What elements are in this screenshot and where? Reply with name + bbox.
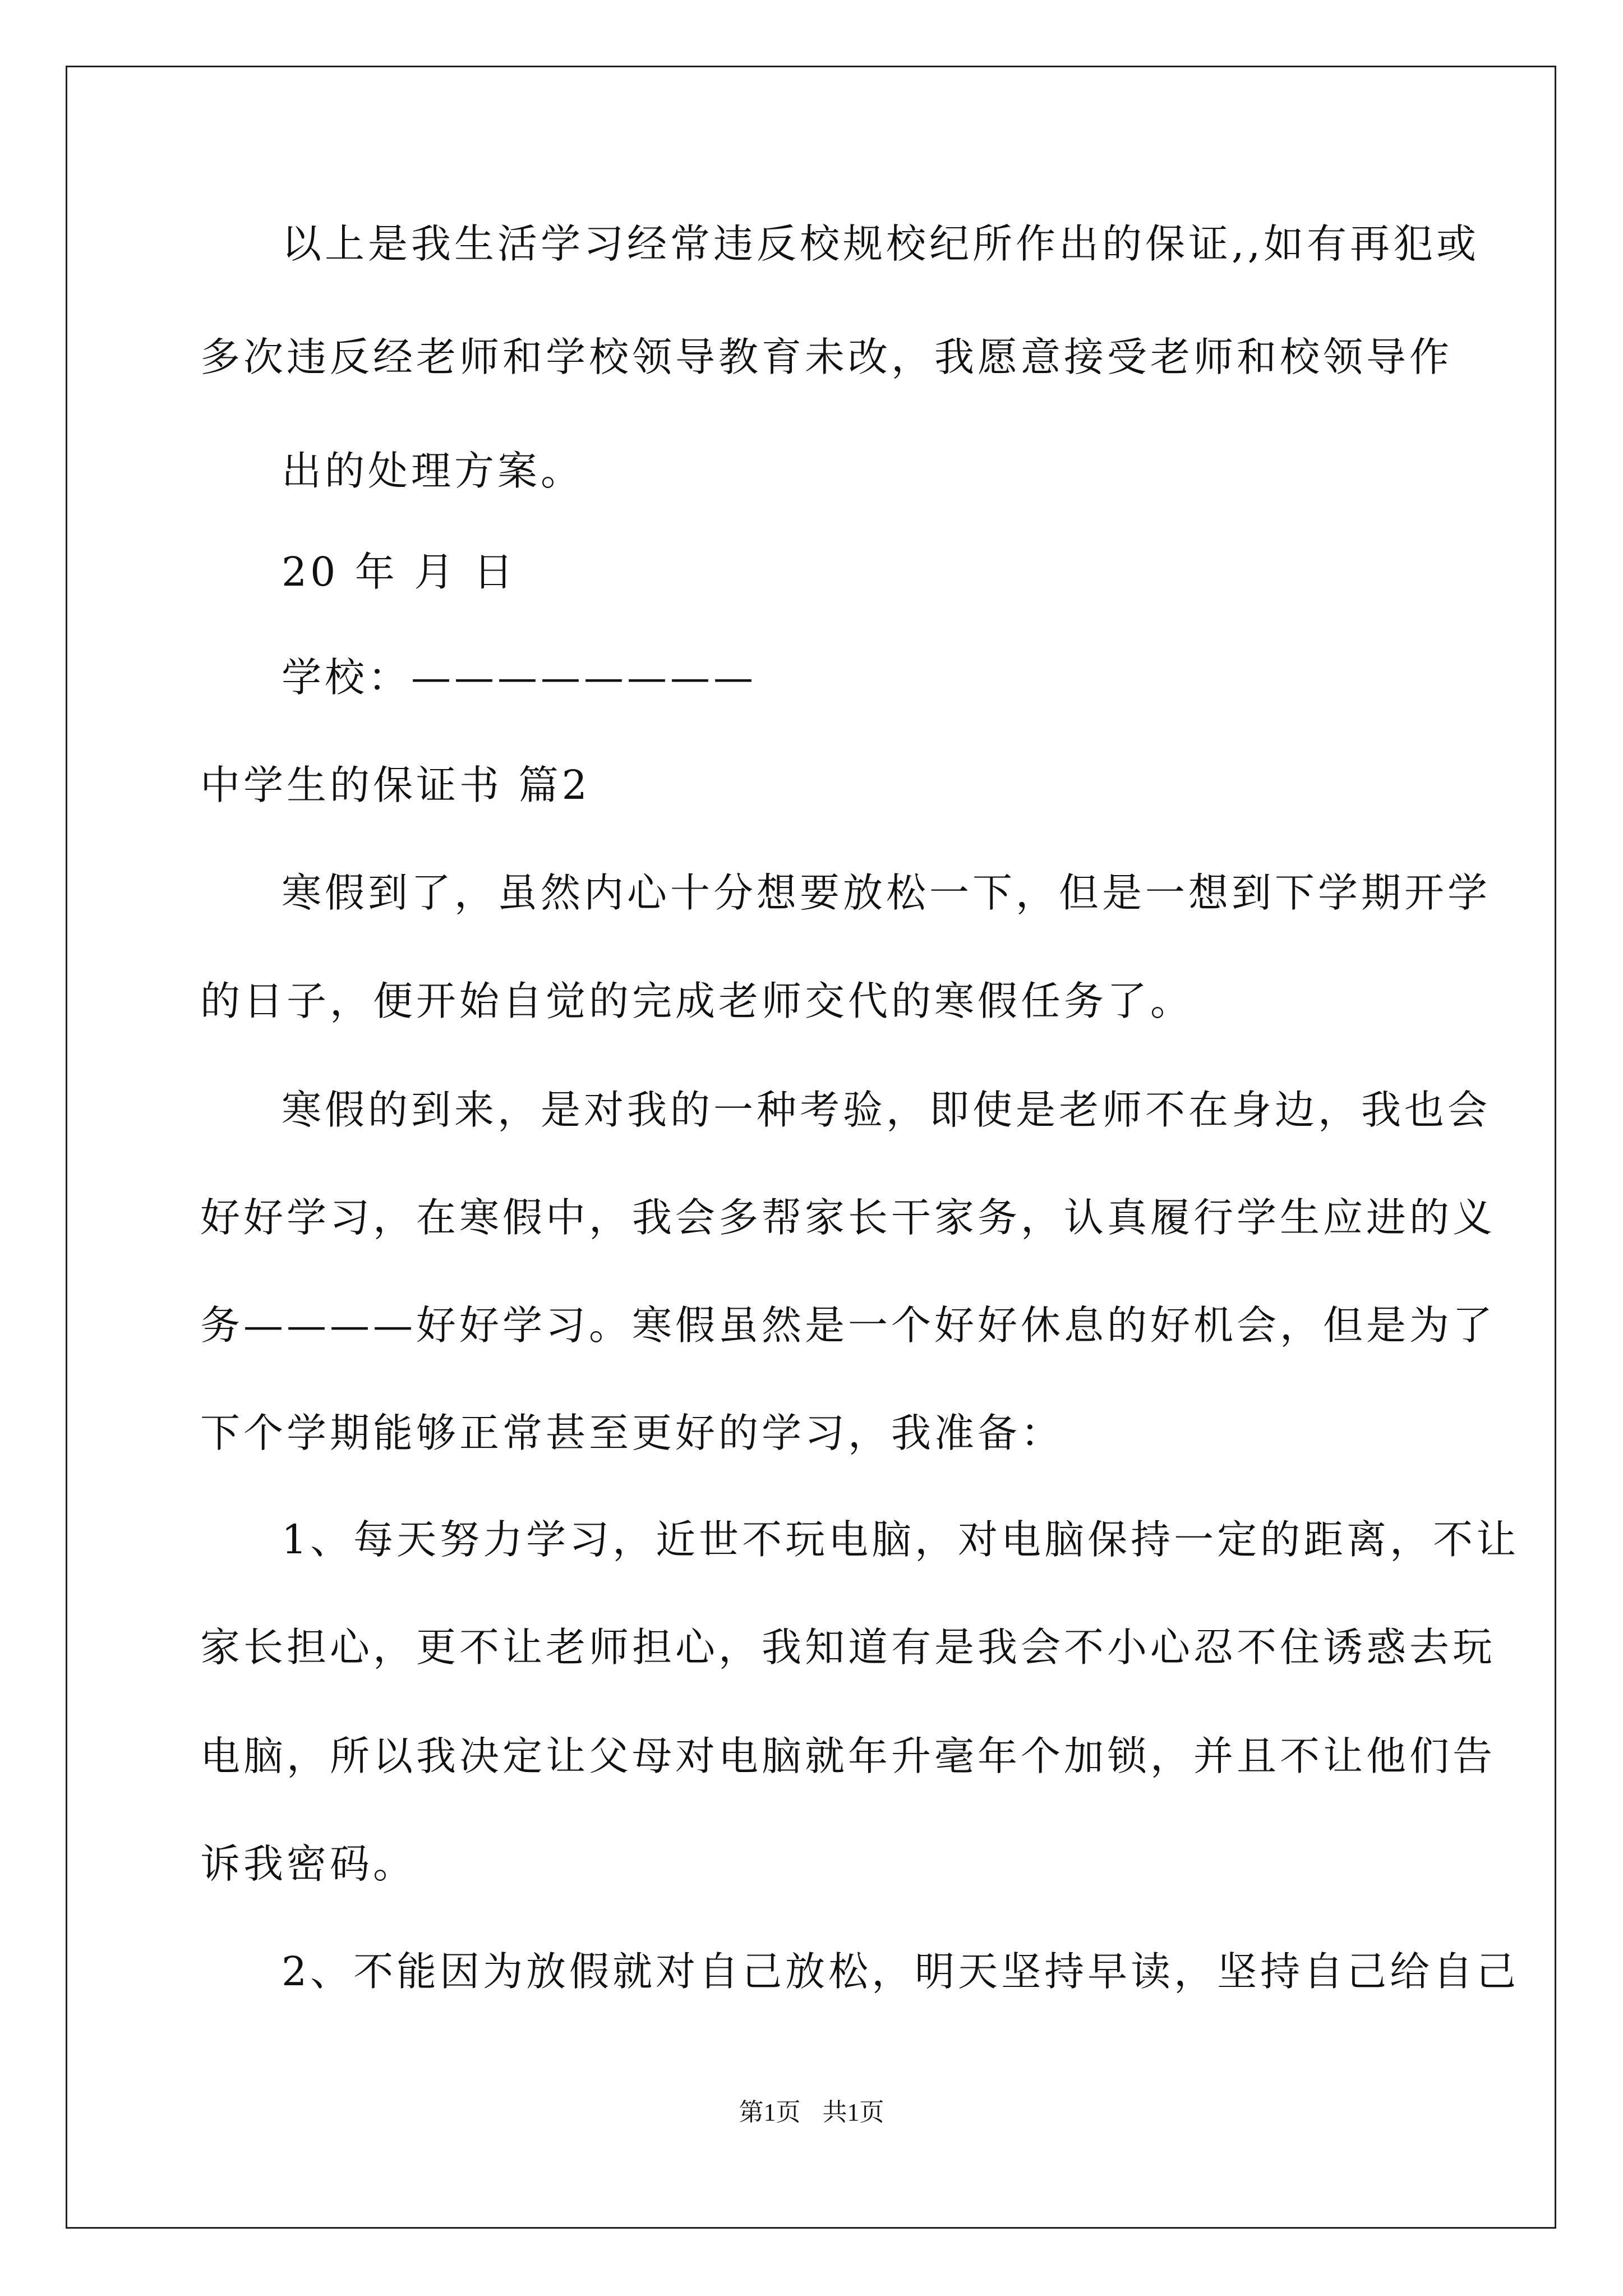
list-item-line: 2、不能因为放假就对自己放松，明天坚持早读，坚持自己给自己: [282, 1948, 1520, 1995]
date-line: 20 年 月 日: [282, 549, 517, 595]
paragraph-line: 以上是我生活学习经常违反校规校纪所作出的保证,,如有再犯或: [282, 220, 1480, 267]
paragraph-line: 下个学期能够正常甚至更好的学习，我准备：: [200, 1410, 1064, 1456]
list-item-line: 1、每天努力学习，近世不玩电脑，对电脑保持一定的距离，不让: [282, 1516, 1520, 1563]
paragraph-line: 务————好好学习。寒假虽然是一个好好休息的好机会，但是为了: [200, 1302, 1496, 1349]
school-line: 学校：————————: [282, 654, 757, 701]
page-total: 共1页: [822, 2099, 884, 2126]
paragraph-line: 寒假的到来，是对我的一种考验，即使是老师不在身边，我也会: [282, 1087, 1491, 1133]
page-number: 第1页: [739, 2099, 801, 2126]
paragraph-line: 的日子，便开始自觉的完成老师交代的寒假任务了。: [200, 978, 1194, 1024]
page-footer: [0, 2096, 1623, 2129]
paragraph-line: 诉我密码。: [200, 1841, 417, 1887]
page-border: [66, 66, 1556, 2229]
paragraph-line: 家长担心，更不让老师担心，我知道有是我会不小心忍不住诱惑去玩: [200, 1624, 1496, 1671]
paragraph-line: 多次违反经老师和学校领导教育未改，我愿意接受老师和校领导作: [200, 334, 1453, 380]
paragraph-line: 出的处理方案。: [282, 448, 584, 494]
section-heading: 中学生的保证书 篇2: [200, 762, 591, 808]
paragraph-line: 电脑，所以我决定让父母对电脑就年升毫年个加锁，并且不让他们告: [200, 1733, 1496, 1779]
paragraph-line: 寒假到了，虽然内心十分想要放松一下，但是一想到下学期开学: [282, 869, 1491, 916]
paragraph-line: 好好学习，在寒假中，我会多帮家长干家务，认真履行学生应进的义: [200, 1194, 1496, 1241]
